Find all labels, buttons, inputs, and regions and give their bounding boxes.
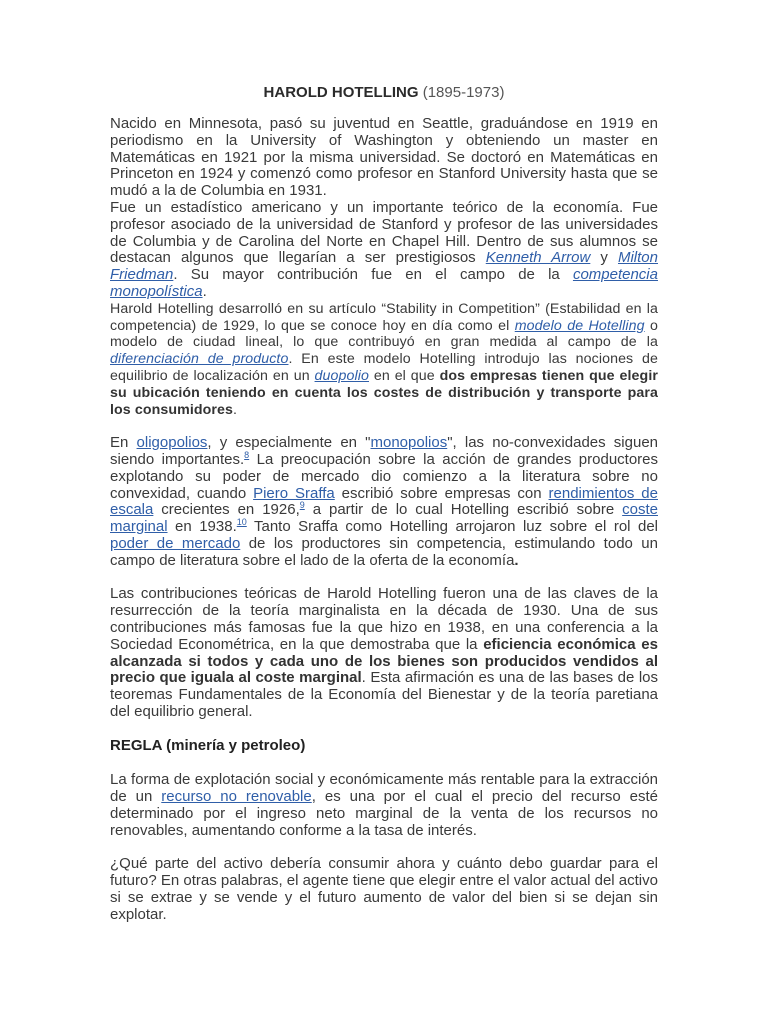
link-milton-friedman[interactable]: Milton Friedman	[110, 249, 658, 284]
link-piero-sraffa[interactable]: Piero Sraffa	[253, 484, 335, 502]
text-run: . Esta afirmación es una de las bases de los teoremas Fundamentales de la Economía del Bienestar y de la teoría paretiana del equilibrio general.	[110, 669, 659, 720]
link-kenneth-arrow[interactable]: Kenneth Arrow	[485, 249, 591, 267]
page-title	[110, 84, 658, 102]
text-run: .	[233, 401, 238, 418]
bold-text: dos empresas tienen que elegir su ubicación teniendo en cuenta los costes de distribución y transporte para los consumidores	[110, 367, 658, 418]
link-duopolio[interactable]: duopolio	[314, 367, 369, 384]
text-run: o modelo de ciudad lineal, lo que contribuyó en gran medida al campo de la	[110, 317, 658, 351]
link-monopolios[interactable]: monopolios	[370, 434, 448, 452]
text-run: Tanto Sraffa como Hotelling arrojaron luz sobre el rol del	[246, 518, 659, 536]
activo-paragraph: ¿Qué parte del activo debería consumir ahora y cuánto debo guardar para el futuro? En otras palabras, el agente tiene que elegir entre el valor actual del activo si se extrae y se vende y el futuro aumento de valor del bien si se dejan sin explotar.	[110, 855, 658, 923]
text-run: , es una por el cual el precio del recurso esté determinado por el ingreso neto marginal de la venta de los recursos no renovables, aumentando conforme a la tasa de interés.	[110, 788, 659, 839]
link-recurso-no-renovable[interactable]: recurso no renovable	[161, 788, 312, 806]
text-run: y	[590, 249, 618, 267]
bio-paragraph-1: Nacido en Minnesota, pasó su juventud en Seattle, graduándose en 1919 en periodismo en la University of Washington y obteniendo un master en Matemáticas en 1921 por la misma universidad. Se doctoró en Matemáticas en Princeton en 1924 y comenzó como profesor en Stanford University hasta que se mudó a la de Columbia en 1931.	[110, 115, 658, 200]
text-run: ", las no-convexidades siguen siendo importantes.	[110, 434, 659, 468]
link-coste-marginal[interactable]: coste marginal	[110, 501, 658, 536]
text-run: Harold Hotelling desarrolló en su artículo “Stability in Competition” (Estabilidad en la competencia) de 1929, lo que se conoce hoy en día como el	[110, 300, 658, 334]
contribuciones-paragraph	[110, 586, 658, 720]
title-name: HAROLD HOTELLING	[263, 84, 419, 101]
link-modelo-de-hotelling[interactable]: modelo de Hotelling	[514, 317, 645, 334]
text-run: en 1938.	[167, 518, 237, 536]
footnote-9[interactable]: 9	[299, 500, 305, 511]
text-run: , y especialmente en "	[207, 434, 371, 452]
bio-paragraph-3	[110, 301, 658, 419]
text-run: en el que	[369, 367, 440, 384]
text-run: . Su mayor contribución fue en el campo de la	[173, 266, 573, 284]
text-run: . En este modelo Hotelling introdujo las nociones de equilibrio de localización en un	[110, 351, 658, 384]
bio-paragraph-2	[110, 200, 658, 301]
oligopolios-paragraph	[110, 435, 658, 569]
bold-text: eficiencia económica es alcanzada si todos y cada uno de los bienes son producidos vendidos al precio que iguala al coste marginal	[110, 635, 658, 687]
text-run: La preocupación sobre la acción de grandes productores explotando su poder de mercado dio comienzo a la literatura sobre no convexidad, cuando	[110, 450, 659, 502]
text-run: a partir de lo cual Hotelling escribió sobre	[304, 501, 623, 519]
link-diferenciacion-de-producto[interactable]: diferenciación de producto	[110, 351, 289, 368]
link-poder-de-mercado[interactable]: poder de mercado	[110, 534, 241, 552]
bold-period: .	[514, 551, 519, 569]
text-run: escribió sobre empresas con	[334, 484, 549, 502]
text-run: de los productores sin competencia, estimulando todo un campo de literatura sobre el lado de la oferta de la economía	[110, 534, 658, 569]
footnote-8[interactable]: 8	[244, 449, 250, 460]
text-run: crecientes en 1926,	[153, 501, 300, 519]
link-oligopolios[interactable]: oligopolios	[136, 434, 208, 452]
link-competencia-monopolistica[interactable]: competencia monopolística	[110, 266, 658, 300]
section-heading: REGLA (minería y petroleo)	[110, 737, 306, 755]
text-run: La forma de explotación social y económicamente más rentable para la extracción de un	[110, 771, 658, 806]
text-run: .	[202, 282, 207, 300]
link-rendimientos-de-escala[interactable]: rendimientos de escala	[110, 484, 658, 519]
text-run: Las contribuciones teóricas de Harold Hotelling fueron una de las claves de la resurrección de la teoría marginalista en la década de 1930. Una de sus contribuciones más famosas fue la que hizo en 1938, en una conferencia a la Sociedad Econométrica, en la que demostraba que la	[110, 585, 658, 653]
title-years: (1895-1973)	[422, 84, 505, 101]
text-run: En	[110, 434, 137, 452]
text-run: Fue un estadístico americano y un importante teórico de la economía. Fue profesor asociado de la universidad de Stanford y profesor de las universidades de Columbia y de Carolina del Norte en Chapel Hill. Dentro de sus alumnos se destacan algunos que llegarían a ser prestigiosos	[110, 198, 658, 267]
footnote-10[interactable]: 10	[236, 517, 247, 528]
regla-paragraph	[110, 772, 658, 839]
